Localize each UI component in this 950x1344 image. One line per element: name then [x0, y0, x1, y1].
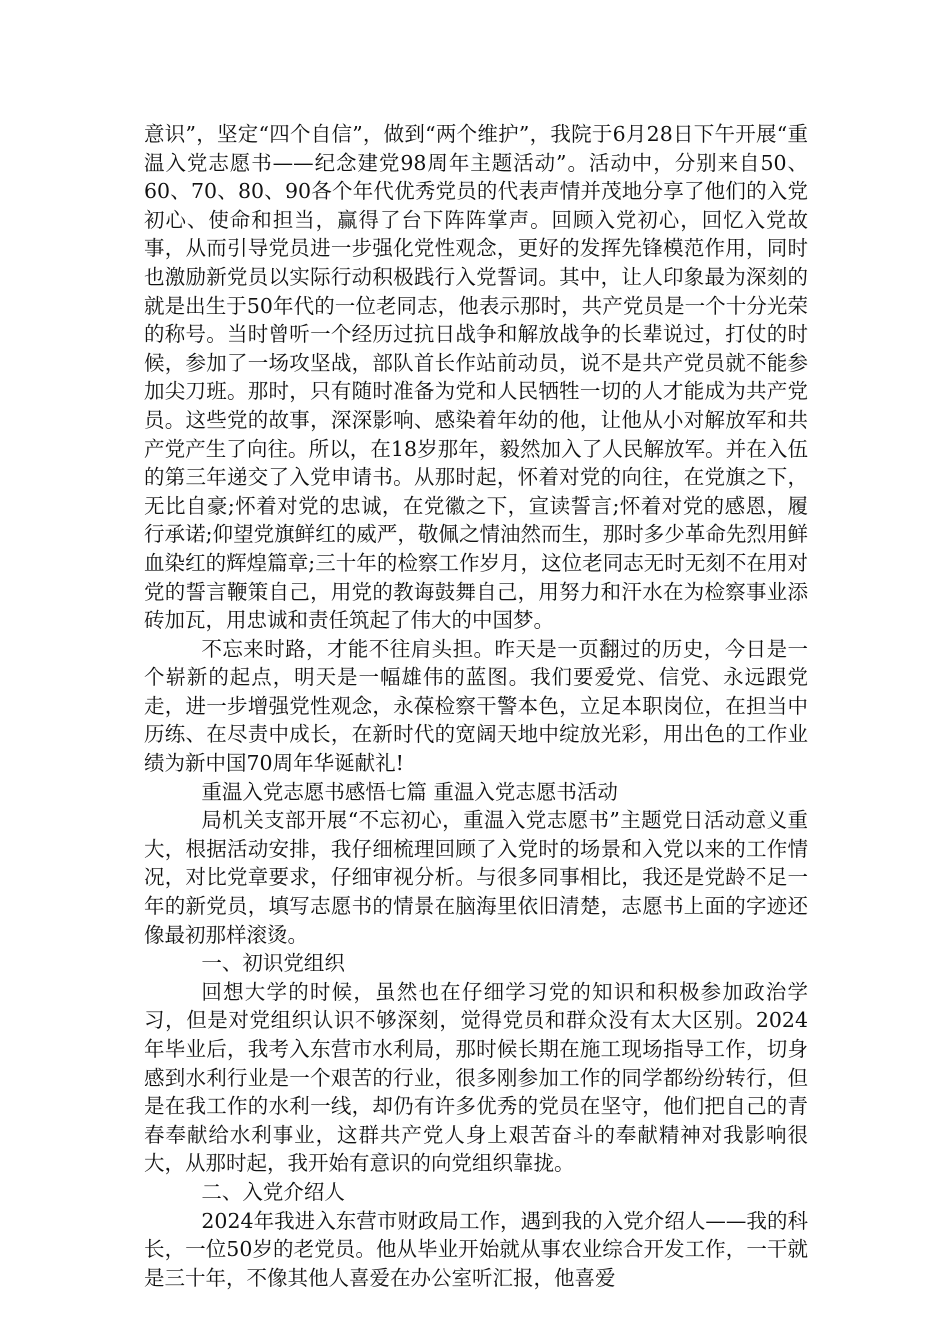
- paragraph-5: 2024年我进入东营市财政局工作，遇到我的入党介绍人——我的科长，一位50岁的老党员。他从毕业开始就从事农业综合开发工作，一干就是三十年，不像其他人喜爱在办公室听汇报，他喜爱: [144, 1208, 808, 1290]
- paragraph-2: 不忘来时路，才能不往肩头担。昨天是一页翻过的历史，今日是一个崭新的起点，明天是一幅雄伟的蓝图。我们要爱党、信党、永远跟党走，进一步增强党性观念，永葆检察干警本色，立足本职岗位，在担当中历练、在尽责中成长，在新时代的宽阔天地中绽放光彩，用出色的工作业绩为新中国70周年华诞献礼!: [144, 636, 808, 776]
- heading-1: 一、初识党组织: [201, 951, 345, 976]
- section-title: 重温入党志愿书感悟七篇 重温入党志愿书活动: [201, 779, 618, 804]
- paragraph-4: 回想大学的时候，虽然也在仔细学习党的知识和积极参加政治学习，但是对党组织认识不够深刻，觉得党员和群众没有太大区别。2024年毕业后，我考入东营市水利局，那时候长期在施工现场指导工作，切身感到水利行业是一个艰苦的行业，很多刚参加工作的同学都纷纷转行，但是在我工作的水利一线，却仍有许多优秀的党员在坚守，他们把自己的青春奉献给水利事业，这群共产党人身上艰苦奋斗的奉献精神对我影响很大，从那时起，我开始有意识的向党组织靠拢。: [144, 979, 808, 1176]
- paragraph-3: 局机关支部开展“不忘初心，重温入党志愿书”主题党日活动意义重大，根据活动安排，我仔细梳理回顾了入党时的场景和入党以来的工作情况，对比党章要求，仔细审视分析。与很多同事相比，我还是党龄不足一年的新党员，填写志愿书的情景在脑海里依旧清楚，志愿书上面的字迹还像最初那样滚烫。: [144, 808, 808, 947]
- paragraph-1: 意识”，坚定“四个自信”，做到“两个维护”，我院于6月28日下午开展“重温入党志愿书——纪念建党98周年主题活动”。活动中，分别来自50、60、70、80、90各个年代优秀党员的代表声情并茂地分享了他们的入党初心、使命和担当，赢得了台下阵阵掌声。回顾入党初心，回忆入党故事，从而引导党员进一步强化党性观念，更好的发挥先锋模范作用，同时也激励新党员以实际行动积极践行入党誓词。其中，让人印象最为深刻的就是出生于50年代的一位老同志，他表示那时，共产党员是一个十分光荣的称号。当时曾听一个经历过抗日战争和解放战争的长辈说过，打仗的时候，参加了一场攻坚战，部队首长作站前动员，说不是共产党员就不能参加尖刀班。那时，只有随时准备为党和人民牺牲一切的人才能成为共产党员。这些党的故事，深深影响、感染着年幼的他，让他从小对解放军和共产党产生了向往。所以，在18岁那年，毅然加入了人民解放军。并在入伍的第三年递交了入党申请书。从那时起，怀着对党的向往，在党旗之下，无比自豪;怀着对党的忠诚，在党徽之下，宣读誓言;怀着对党的感恩，履行承诺;仰望党旗鲜红的威严，敬佩之情油然而生，那时多少革命先烈用鲜血染红的辉煌篇章;三十年的检察工作岁月，这位老同志无时无刻不在用对党的誓言鞭策自己，用党的教诲鼓舞自己，用努力和汗水在为检察事业添砖加瓦，用忠诚和责任筑起了伟大的中国梦。: [144, 122, 808, 633]
- heading-2: 二、入党介绍人: [201, 1179, 345, 1204]
- document-page: [144, 120, 808, 1292]
